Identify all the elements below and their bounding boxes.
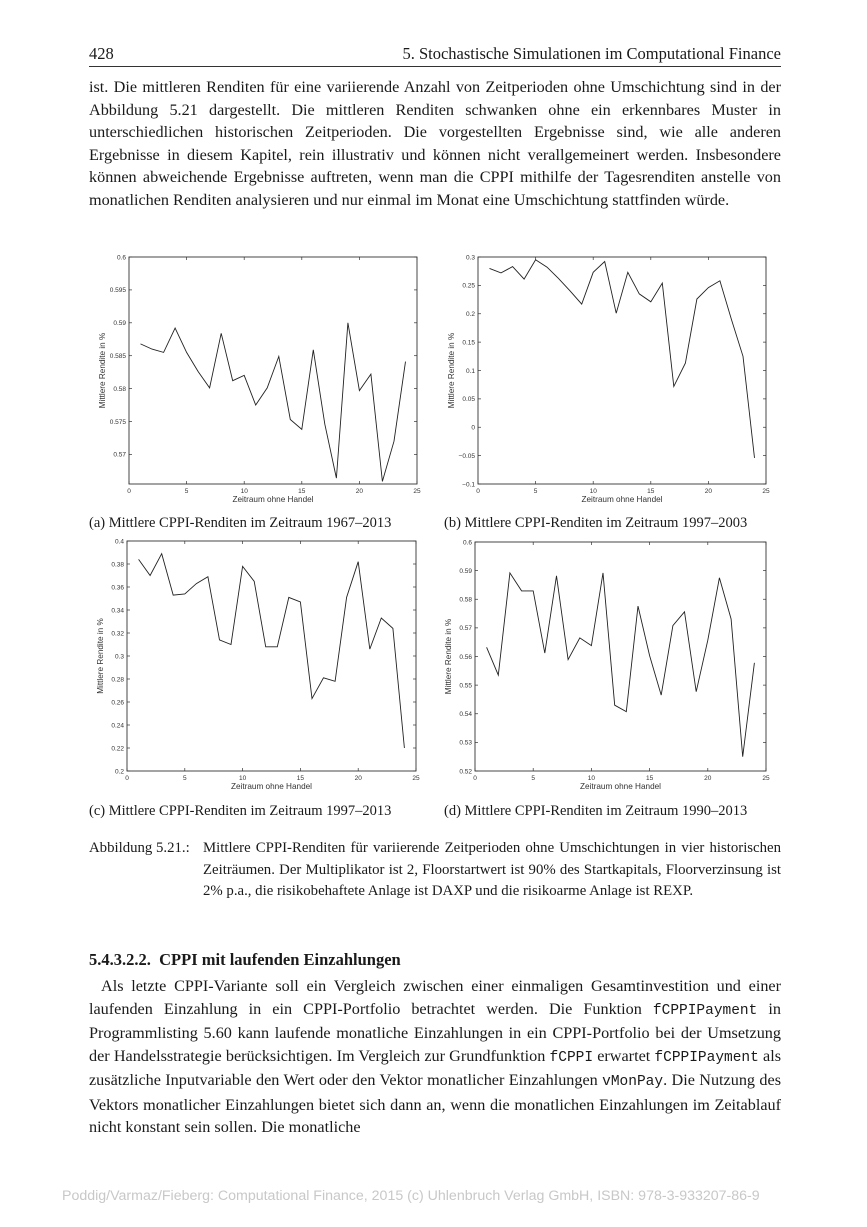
y-axis-label: Mittlere Rendite in % — [98, 332, 107, 409]
y-tick-label: 0.57 — [113, 451, 126, 459]
body-text: . Die Nutzung des Vektors monatlicher Einzahlungen bietet sich dann an, wenn die monatlichen Einzahlungen im Zeitablauf nicht konstant sein sollen. Die monatliche — [89, 1071, 781, 1136]
data-line — [141, 323, 406, 482]
page-number: 428 — [89, 44, 114, 63]
x-tick-label: 15 — [298, 488, 306, 495]
y-tick-label: 0.53 — [459, 739, 472, 747]
y-tick-label: 0 — [471, 424, 475, 432]
y-tick-label: 0.2 — [465, 311, 475, 319]
figure-label: Abbildung 5.21.: — [89, 840, 190, 856]
y-tick-label: 0.36 — [111, 584, 124, 592]
data-line — [487, 573, 755, 757]
chapter-title: 5. Stochastische Simulationen im Computational Finance — [402, 44, 781, 63]
x-tick-label: 15 — [645, 775, 654, 782]
y-axis-label: Mittlere Rendite in % — [96, 618, 105, 694]
x-axis-label: Zeitraum ohne Handel — [230, 782, 313, 791]
y-tick-label: 0.28 — [111, 676, 124, 684]
plot-frame — [475, 542, 766, 771]
subcaption-c: (c) Mittlere CPPI-Renditen im Zeitraum 1997–2013 — [89, 803, 392, 819]
x-tick-label: 25 — [762, 488, 770, 495]
y-tick-label: 0.3 — [465, 254, 475, 262]
x-tick-label: 25 — [413, 488, 421, 495]
x-axis-label: Zeitraum ohne Handel — [232, 495, 314, 504]
section-number: 5.4.3.2.2. — [89, 950, 151, 969]
y-tick-label: 0.2 — [114, 768, 124, 776]
intro-text: ist. Die mittleren Renditen für eine variierende Anzahl von Zeitperioden ohne Umschichtung sind in der Abbildung 5.21 dargestellt. Die mittleren Renditen schwanken ohne ein erkennbares Muster in unterschiedlichen historischen Zeitperioden. Die vorgestellten Ergebnisse sind, wie alle anderen Ergebnisse in diesem Kapitel, rein illustrativ und können nicht verallgemeinert werden. Insbesondere können abweichende Ergebnisse auftreten, wenn man die CPPI mithilfe der Tagesrenditen anstelle von monatlichen Renditen analysieren und nur einmal im Monat eine Umschichtung stattfinden würde. — [89, 78, 781, 209]
x-tick-label: 25 — [762, 775, 770, 782]
y-tick-label: 0.3 — [114, 653, 124, 661]
y-tick-label: 0.55 — [459, 682, 472, 690]
x-tick-label: 20 — [355, 488, 364, 495]
x-axis-label: Zeitraum ohne Handel — [581, 495, 663, 504]
x-tick-label: 20 — [704, 488, 713, 495]
y-tick-label: 0.595 — [109, 287, 126, 295]
x-tick-label: 10 — [587, 775, 596, 782]
chart-c — [95, 533, 435, 795]
subcaption-d: (d) Mittlere CPPI-Renditen im Zeitraum 1990–2013 — [444, 803, 748, 819]
x-tick-label: 5 — [182, 775, 187, 782]
y-axis-label: Mittlere Rendite in % — [444, 618, 453, 695]
y-tick-label: 0.24 — [111, 722, 124, 730]
body-text: erwartet — [593, 1046, 655, 1065]
section-title: CPPI mit laufenden Einzahlungen — [159, 950, 401, 969]
x-tick-label: 15 — [647, 488, 655, 495]
x-tick-label: 5 — [184, 488, 189, 495]
y-tick-label: 0.26 — [111, 699, 124, 707]
y-tick-label: 0.58 — [459, 596, 472, 604]
y-tick-label: 0.6 — [116, 254, 126, 262]
subcaption-a: (a) Mittlere CPPI-Renditen im Zeitraum 1967–2013 — [89, 515, 392, 531]
chart-d-plot — [440, 533, 780, 795]
data-line — [139, 554, 405, 748]
figure-caption — [89, 838, 781, 903]
y-tick-label: 0.25 — [462, 282, 475, 290]
x-tick-label: 20 — [704, 775, 712, 782]
x-tick-label: 0 — [476, 488, 480, 495]
x-tick-label: 10 — [240, 488, 248, 495]
y-tick-label: 0.57 — [459, 625, 472, 633]
subcaption-b: (b) Mittlere CPPI-Renditen im Zeitraum 1997–2003 — [444, 515, 748, 531]
x-tick-label: 0 — [127, 488, 131, 495]
chart-b-plot — [440, 248, 780, 510]
code-vMonPay: vMonPay — [602, 1074, 664, 1090]
y-tick-label: 0.58 — [113, 385, 126, 393]
x-tick-label: 10 — [589, 488, 597, 495]
y-tick-label: 0.585 — [109, 352, 126, 360]
section-heading — [89, 950, 401, 970]
y-axis-label: Mittlere Rendite in % — [447, 332, 456, 409]
x-axis-label: Zeitraum ohne Handel — [579, 782, 662, 791]
y-tick-label: −0.1 — [462, 481, 475, 489]
y-tick-label: 0.59 — [113, 320, 126, 328]
y-tick-label: 0.52 — [459, 768, 472, 776]
figure-caption-text: Mittlere CPPI-Renditen für variierende Zeitperioden ohne Umschichtungen in vier historischen Zeiträumen. Der Multiplikator ist 2, Floorstartwert ist 90% des Startkapitals, Floorverzinsung ist 2% p.a., die risikobehaftete Anlage ist DAXP und die risikoarme Anlage ist REXP. — [203, 840, 781, 899]
y-tick-label: 0.22 — [111, 745, 124, 753]
y-tick-label: 0.32 — [111, 630, 124, 638]
y-tick-label: 0.05 — [462, 396, 475, 404]
y-tick-label: 0.4 — [114, 538, 124, 546]
data-line — [490, 260, 755, 458]
y-tick-label: 0.54 — [459, 711, 472, 719]
body-text: als zusätzliche Inputvariable den Wert oder den Vektor monatlicher Einzahlungen — [89, 1046, 781, 1089]
plot-frame — [127, 541, 416, 771]
chart-d — [440, 533, 780, 795]
code-fCPPIPayment: fCPPIPayment — [652, 1002, 758, 1019]
chart-c-plot — [95, 533, 435, 795]
chart-a — [95, 248, 435, 510]
plot-frame — [129, 257, 417, 484]
code-fCPPI: fCPPI — [549, 1049, 594, 1066]
running-header — [89, 42, 781, 67]
y-tick-label: 0.34 — [111, 607, 124, 615]
footer-copyright: Poddig/Varmaz/Fieberg: Computational Finance, 2015 (c) Uhlenbruch Verlag GmbH, ISBN: 978-3-933207-86-9 — [62, 1188, 760, 1204]
y-tick-label: 0.6 — [462, 539, 472, 547]
y-tick-label: −0.05 — [458, 452, 475, 460]
y-tick-label: 0.38 — [111, 561, 124, 569]
y-tick-label: 0.575 — [109, 418, 126, 426]
y-tick-label: 0.1 — [465, 367, 475, 375]
body-text: Als letzte CPPI-Variante soll ein Vergleich zwischen einer einmaligen Gesamtinvestition und einer laufenden Einzahlung in ein CPPI-Portfolio betrachtet werden. Die Funktion — [89, 977, 781, 1018]
body-text: in Programmlisting 5.60 kann laufende monatliche Einzahlungen in ein CPPI-Portfolio bei der Umsetzung der Handelsstrategie berücksichtigen. Im Vergleich zur Grundfunktion — [89, 999, 781, 1065]
x-tick-label: 0 — [473, 775, 477, 782]
y-tick-label: 0.56 — [459, 653, 472, 661]
chart-b — [440, 248, 780, 510]
x-tick-label: 5 — [533, 488, 538, 495]
code-fCPPIPayment: fCPPIPayment — [654, 1049, 759, 1066]
x-tick-label: 0 — [125, 775, 129, 782]
intro-paragraph — [89, 76, 781, 211]
x-tick-label: 15 — [296, 775, 305, 782]
x-tick-label: 5 — [531, 775, 536, 782]
x-tick-label: 20 — [354, 775, 362, 782]
y-tick-label: 0.59 — [459, 567, 472, 575]
chart-a-plot — [95, 248, 435, 510]
y-tick-label: 0.15 — [462, 339, 475, 347]
x-tick-label: 25 — [412, 775, 420, 782]
x-tick-label: 10 — [238, 775, 247, 782]
body-paragraph — [89, 975, 781, 1139]
